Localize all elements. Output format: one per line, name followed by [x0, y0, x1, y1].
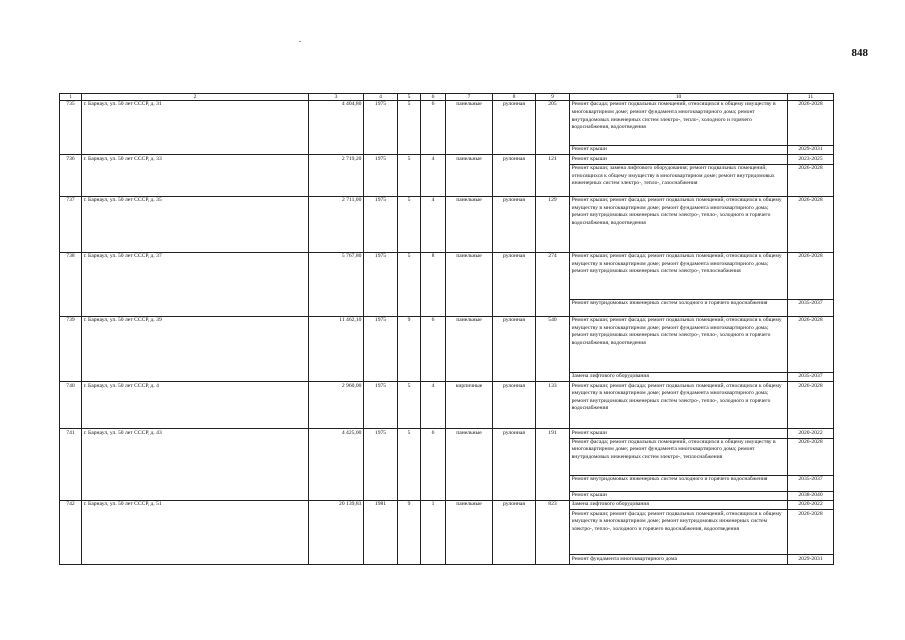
entrances-cell: 1 [421, 500, 446, 564]
column-header: 9 [536, 94, 570, 101]
table-row [60, 196, 834, 252]
year-cell: 1981 [364, 500, 398, 564]
work-period-cell: 2038-2040 [788, 491, 834, 500]
floors-cell: 5 [398, 252, 421, 316]
work-description-cell: Ремонт крыши; ремонт фасада; ремонт подвальных помещений, относящихся к общему имуществу в многоквартирном доме; ремонт фундамента многоквартирного дома; ремонт внутридомовых инженерных систем электро-, тепло-, холодного и горячего водоснабжения [570, 382, 788, 429]
column-header: 11 [788, 94, 834, 101]
area-cell: 4 404,80 [309, 101, 364, 155]
column-header: 4 [364, 94, 398, 101]
wall-material-cell: панельные [446, 196, 493, 252]
address-cell: г. Барнаул, ул. 50 лет СССР, д. 51 [82, 500, 309, 564]
work-description-cell: Замена лифтового оборудования [570, 500, 788, 509]
column-header: 2 [82, 94, 309, 101]
work-description-cell: Ремонт внутридомовых инженерных систем холодного и горячего водоснабжения [570, 299, 788, 316]
floors-cell: 5 [398, 429, 421, 501]
address-cell: г. Барнаул, ул. 50 лет СССР, д. 4 [82, 382, 309, 429]
entrances-cell: 4 [421, 382, 446, 429]
work-period-cell: 2023-2025 [788, 155, 834, 164]
residents-cell: 540 [536, 316, 570, 381]
table-row [60, 101, 834, 146]
area-cell: 2 719,20 [309, 155, 364, 196]
work-description-cell: Ремонт крыши [570, 491, 788, 500]
work-description-cell: Ремонт внутридомовых инженерных систем холодного и горячего водоснабжения [570, 475, 788, 491]
table-row [60, 252, 834, 299]
wall-material-cell: панельные [446, 429, 493, 501]
address-cell: г. Барнаул, ул. 50 лет СССР, д. 35 [82, 196, 309, 252]
column-header: 5 [398, 94, 421, 101]
floors-cell: 9 [398, 500, 421, 564]
residents-cell: 191 [536, 429, 570, 501]
area-cell: 2 960,00 [309, 382, 364, 429]
column-header: 3 [309, 94, 364, 101]
column-header: 6 [421, 94, 446, 101]
work-period-cell: 2026-2028 [788, 164, 834, 196]
area-cell: 4 425,00 [309, 429, 364, 501]
address-cell: г. Барнаул, ул. 50 лет СССР, д. 39 [82, 316, 309, 381]
entrances-cell: 6 [421, 429, 446, 501]
row-number: 741 [60, 429, 82, 501]
work-description-cell: Ремонт крыши [570, 146, 788, 155]
work-description-cell: Ремонт крыши [570, 429, 788, 438]
entrances-cell: 8 [421, 252, 446, 316]
wall-material-cell: панельные [446, 252, 493, 316]
residents-cell: 121 [536, 155, 570, 196]
work-description-cell: Ремонт крыши; ремонт фасада; ремонт подвальных помещений, относящихся к общему имуществу в многоквартирном доме; ремонт фундамента многоквартирного дома; ремонт внутридомовых инженерных систем электро-, тепло-, холодного и горячего водоснабжения, водоотведения [570, 316, 788, 372]
work-period-cell: 2029-2031 [788, 555, 834, 564]
work-description-cell: Замена лифтового оборудования [570, 372, 788, 381]
floors-cell: 5 [398, 101, 421, 155]
roof-type-cell: рулонная [493, 500, 536, 564]
entrances-cell: 4 [421, 155, 446, 196]
address-cell: г. Барнаул, ул. 50 лет СССР, д. 37 [82, 252, 309, 316]
page-number: 848 [851, 47, 868, 59]
floors-cell: 5 [398, 196, 421, 252]
address-cell: г. Барнаул, ул. 50 лет СССР, д. 43 [82, 429, 309, 501]
row-number: 735 [60, 101, 82, 155]
area-cell: 5 767,80 [309, 252, 364, 316]
work-period-cell: 2026-2028 [788, 196, 834, 252]
work-description-cell: Ремонт фасада; ремонт подвальных помещений, относящихся к общему имуществу в многоквартирном доме; ремонт фундамента многоквартирного дома; ремонт внутридомовых инженерных систем электро-, теплоснабжения [570, 438, 788, 475]
roof-type-cell: рулонная [493, 101, 536, 155]
row-number: 742 [60, 500, 82, 564]
work-description-cell: Ремонт крыши; замена лифтового оборудования; ремонт подвальных помещений, относящихся к общему имуществу в многоквартирном доме; ремонт внутридомовых инженерных систем электро-, тепло-, газоснабжения [570, 164, 788, 196]
roof-type-cell: рулонная [493, 155, 536, 196]
roof-type-cell: рулонная [493, 382, 536, 429]
year-cell: 1975 [364, 252, 398, 316]
area-cell: 20 139,83 [309, 500, 364, 564]
year-cell: 1975 [364, 382, 398, 429]
work-period-cell: 2035-2037 [788, 475, 834, 491]
work-description-cell: Ремонт крыши [570, 155, 788, 164]
wall-material-cell: панельные [446, 101, 493, 155]
residents-cell: 274 [536, 252, 570, 316]
address-cell: г. Барнаул, ул. 50 лет СССР, д. 31 [82, 101, 309, 155]
work-period-cell: 2020-2022 [788, 500, 834, 509]
work-period-cell: 2035-2037 [788, 372, 834, 381]
row-number: 739 [60, 316, 82, 381]
wall-material-cell: панельные [446, 155, 493, 196]
year-cell: 1975 [364, 196, 398, 252]
year-cell: 1975 [364, 101, 398, 155]
table-row [60, 429, 834, 438]
work-period-cell: 2035-2037 [788, 299, 834, 316]
header-row [60, 94, 834, 101]
row-number: 740 [60, 382, 82, 429]
column-header: 7 [446, 94, 493, 101]
work-description-cell: Ремонт крыши; ремонт фасада; ремонт подвальных помещений, относящихся к общему имуществу в многоквартирном доме; ремонт фундамента многоквартирного дома; ремонт внутридомовых инженерных систем электро-, теплоснабжения [570, 252, 788, 299]
work-period-cell: 2020-2022 [788, 429, 834, 438]
work-period-cell: 2026-2028 [788, 101, 834, 146]
row-number: 738 [60, 252, 82, 316]
floors-cell: 5 [398, 382, 421, 429]
roof-type-cell: рулонная [493, 252, 536, 316]
register-body [60, 101, 834, 565]
entrances-cell: 4 [421, 196, 446, 252]
residents-cell: 823 [536, 500, 570, 564]
work-period-cell: 2026-2028 [788, 382, 834, 429]
work-period-cell: 2026-2028 [788, 252, 834, 299]
floors-cell: 5 [398, 155, 421, 196]
residents-cell: 129 [536, 196, 570, 252]
address-cell: г. Барнаул, ул. 50 лет СССР, д. 33 [82, 155, 309, 196]
entrances-cell: 6 [421, 316, 446, 381]
residents-cell: 205 [536, 101, 570, 155]
work-description-cell: Ремонт фундамента многоквартирного дома [570, 555, 788, 564]
roof-type-cell: рулонная [493, 316, 536, 381]
table-row [60, 500, 834, 509]
year-cell: 1975 [364, 155, 398, 196]
column-header: 8 [493, 94, 536, 101]
floors-cell: 9 [398, 316, 421, 381]
wall-material-cell: кирпичные [446, 382, 493, 429]
work-description-cell: Ремонт крыши; ремонт фасада; ремонт подвальных помещений, относящихся к общему имуществу в многоквартирном доме; ремонт фундамента многоквартирного дома; ремонт внутридомовых инженерных систем электро-, тепло-, холодного и горячего водоснабжения, водоотведения [570, 196, 788, 252]
column-header: 1 [60, 94, 82, 101]
area-cell: 2 711,00 [309, 196, 364, 252]
year-cell: 1975 [364, 429, 398, 501]
area-cell: 11 462,10 [309, 316, 364, 381]
wall-material-cell: панельные [446, 500, 493, 564]
housing-register-table [59, 93, 834, 565]
work-period-cell: 2026-2028 [788, 510, 834, 555]
residents-cell: 133 [536, 382, 570, 429]
roof-type-cell: рулонная [493, 196, 536, 252]
table-row [60, 155, 834, 164]
table-row [60, 316, 834, 372]
row-number: 736 [60, 155, 82, 196]
table-row [60, 382, 834, 429]
wall-material-cell: панельные [446, 316, 493, 381]
work-description-cell: Ремонт фасада; ремонт подвальных помещений, относящихся к общему имуществу в многоквартирном доме; ремонт фундамента многоквартирного дома; ремонт внутридомовых инженерных систем электро-, тепло-, холодного и горячего водоснабжения, водоотведения [570, 101, 788, 146]
column-header: 10 [570, 94, 788, 101]
work-period-cell: 2029-2031 [788, 146, 834, 155]
work-description-cell: Ремонт крыши; ремонт фасада; ремонт подвальных помещений, относящихся к общему имуществу в многоквартирном доме; ремонт внутридомовых инженерных систем электро-, тепло-, холодного и горячего водоснабжения, водоотведения [570, 510, 788, 555]
work-period-cell: 2026-2028 [788, 316, 834, 372]
scan-speck [299, 41, 301, 42]
year-cell: 1975 [364, 316, 398, 381]
row-number: 737 [60, 196, 82, 252]
entrances-cell: 6 [421, 101, 446, 155]
roof-type-cell: рулонная [493, 429, 536, 501]
work-period-cell: 2026-2028 [788, 438, 834, 475]
